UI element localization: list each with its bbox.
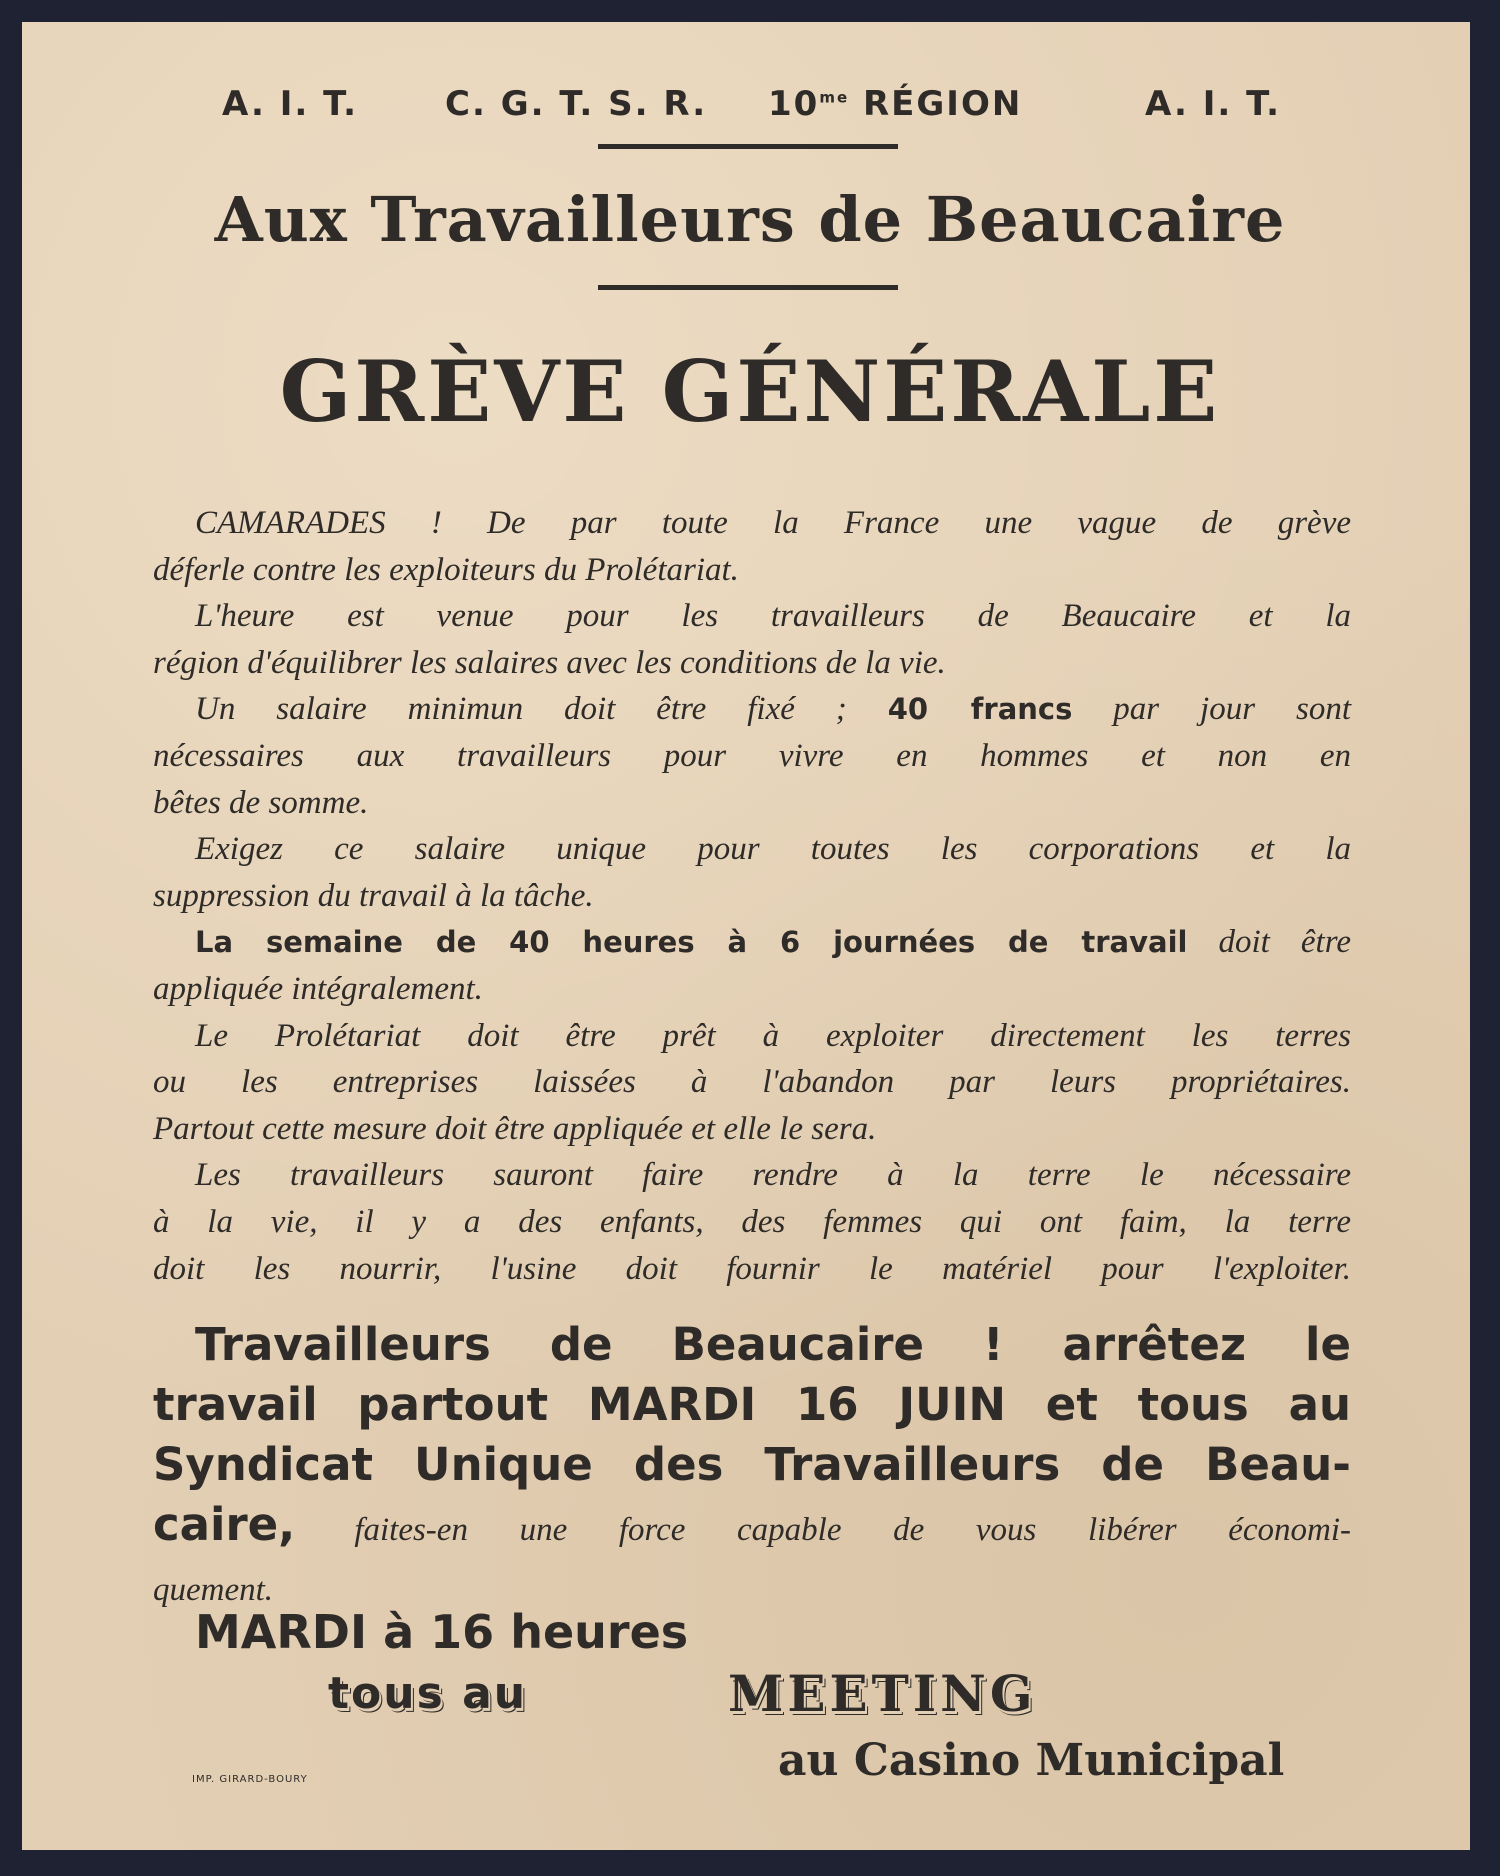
italic-text: bêtes de somme. [153, 784, 369, 821]
italic-text: déferle contre les exploiteurs du Prolétariat. [153, 551, 739, 588]
text-line [153, 919, 1351, 966]
text-line [153, 593, 1351, 640]
text-line [153, 1495, 1351, 1555]
region-number: 10 [768, 84, 820, 124]
text-line [153, 1152, 1351, 1199]
header-cgtsr: C. G. T. S. R. [445, 84, 708, 124]
divider-bottom [598, 285, 898, 290]
italic-text: Un salaire minimun doit être fixé ; [195, 691, 888, 728]
bold-text: Syndicat Unique des Travailleurs de Beau- [153, 1438, 1351, 1491]
bold-text: caire, [153, 1498, 355, 1551]
printer-imprint: IMP. GIRARD-BOURY [192, 1774, 308, 1785]
bold-text: travail partout MARDI 16 JUIN et tous au [153, 1378, 1351, 1431]
italic-text: à la vie, il y a des enfants, des femmes qui ont faim, la terre [153, 1203, 1351, 1240]
divider-top [598, 144, 898, 149]
text-line [153, 1246, 1351, 1293]
text-line [153, 640, 1351, 687]
text-line [153, 1315, 1351, 1375]
italic-text: région d'équilibrer les salaires avec les conditions de la vie. [153, 644, 946, 681]
region-superscript: me [819, 88, 850, 107]
italic-text: faites-en une force capable de vous libérer économi- [354, 1512, 1351, 1548]
text-line [153, 1059, 1351, 1106]
bold-text: La semaine de 40 heures à 6 journées de travail [195, 925, 1188, 960]
call-to-action [153, 1315, 1351, 1615]
text-line [153, 1375, 1351, 1435]
headline: GRÈVE GÉNÉRALE [279, 342, 1221, 441]
italic-text: Les travailleurs sauront faire rendre à la terre le nécessaire [195, 1157, 1351, 1194]
bold-text: 40 francs [887, 692, 1073, 727]
bold-text: Travailleurs de Beaucaire ! arrêtez le [195, 1318, 1351, 1371]
header-region [768, 84, 1022, 124]
header-ait-left: A. I. T. [222, 84, 359, 124]
region-label: RÉGION [862, 84, 1023, 124]
italic-text: nécessaires aux travailleurs pour vivre en hommes et non en [153, 737, 1351, 774]
italic-text: doit être [1187, 924, 1351, 961]
body-text [153, 500, 1351, 1292]
italic-text: doit les nourrir, l'usine doit fournir le matériel pour l'exploiter. [153, 1250, 1351, 1287]
italic-text: quement. [153, 1572, 274, 1608]
header-ait-right: A. I. T. [1145, 84, 1282, 124]
italic-text: ou les entreprises laissées à l'abandon par leurs propriétaires. [153, 1064, 1351, 1101]
meeting-tous-au: tous au [328, 1668, 528, 1719]
italic-text: suppression du travail à la tâche. [153, 877, 594, 914]
meeting-time: MARDI à 16 heures [195, 1605, 689, 1659]
text-line [153, 733, 1351, 780]
text-line [153, 500, 1351, 547]
text-line [153, 966, 1351, 1013]
italic-text: Exigez ce salaire unique pour toutes les corporations et la [195, 831, 1351, 868]
text-line [153, 780, 1351, 827]
text-line [153, 1106, 1351, 1153]
italic-text: L'heure est venue pour les travailleurs de Beaucaire et la [195, 598, 1351, 635]
italic-text: Le Prolétariat doit être prêt à exploiter directement les terres [195, 1017, 1351, 1054]
italic-text: Partout cette mesure doit être appliquée et elle le sera. [153, 1110, 877, 1147]
text-line [153, 547, 1351, 594]
meeting-word: MEETING [728, 1664, 1037, 1723]
meeting-place: au Casino Municipal [778, 1735, 1285, 1786]
italic-text: par jour sont [1072, 691, 1351, 728]
text-line [153, 1013, 1351, 1060]
text-line [153, 1199, 1351, 1246]
italic-text: CAMARADES ! De par toute la France une vague de grève [195, 505, 1351, 541]
italic-text: appliquée intégralement. [153, 970, 483, 1007]
text-line [153, 873, 1351, 920]
text-line [153, 1435, 1351, 1495]
poster-title: Aux Travailleurs de Beaucaire [214, 183, 1286, 256]
text-line [153, 686, 1351, 733]
text-line [153, 826, 1351, 873]
